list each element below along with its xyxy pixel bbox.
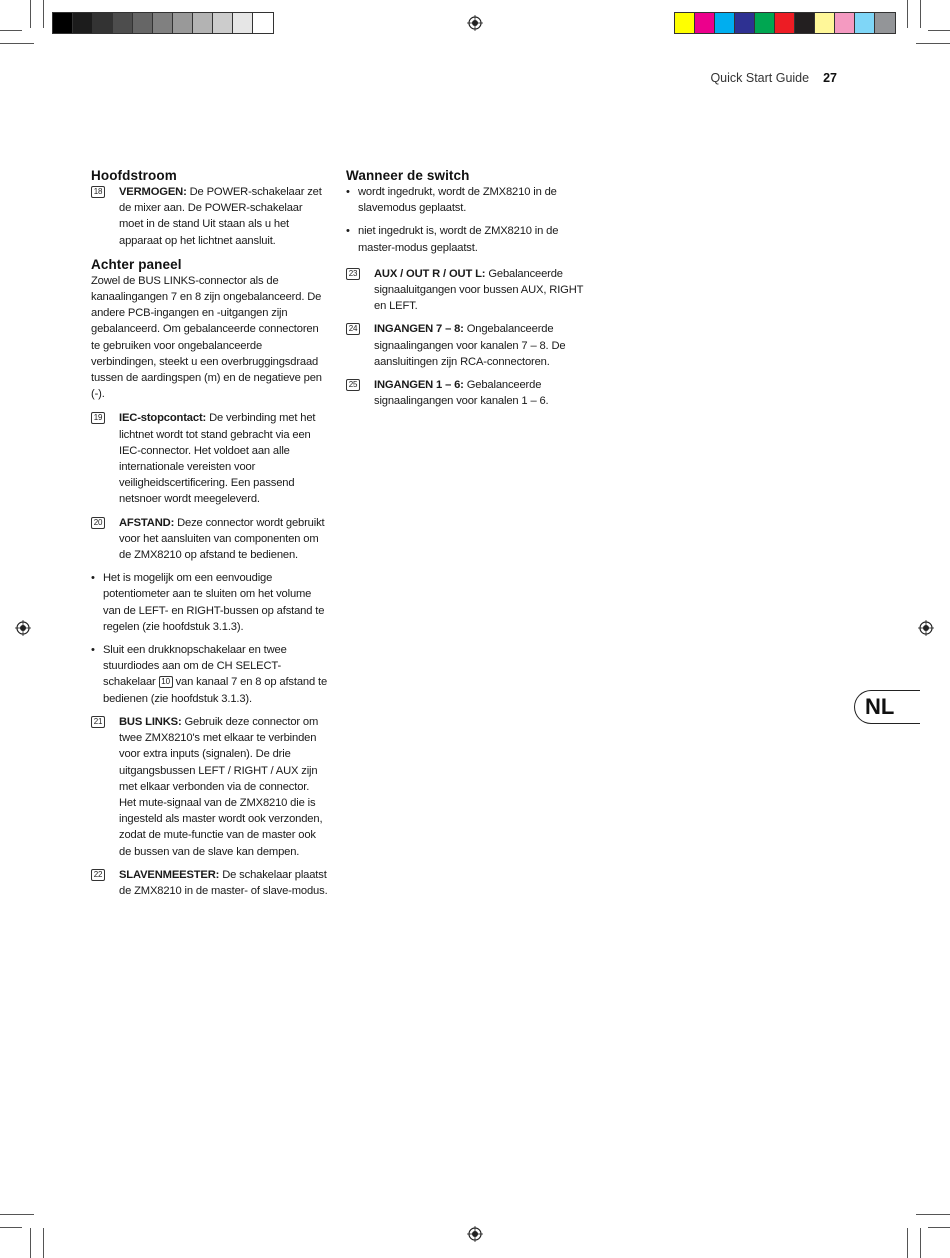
color-swatch bbox=[113, 13, 133, 33]
crop-mark bbox=[43, 1228, 44, 1258]
color-swatch bbox=[695, 13, 715, 33]
item-number-badge: 22 bbox=[91, 869, 105, 881]
item-text: Gebruik deze connector om twee ZMX8210's met elkaar te verbinden voor extra inputs (signalen). De drie uitgangsbussen LEFT / RIGHT / AUX zijn met elkaar verbonden via de connector. Het mute-signaal van de ZMX8210 die is ingesteld als master wordt ook verzonden, zodat de mute-functie van de master ook de bussen van de slave kan dempen. bbox=[119, 715, 323, 858]
item-label: BUS LINKS: bbox=[119, 715, 182, 728]
item-number-badge: 25 bbox=[346, 379, 360, 391]
item-text: De verbinding met het lichtnet wordt tot stand gebracht via een IEC-connector. Het voldoet aan alle internationale vereisten voor veiligheidscertificering. Een passend netsnoer wordt meegeleverd. bbox=[119, 412, 316, 506]
color-swatch bbox=[875, 13, 895, 33]
crop-mark bbox=[920, 1228, 921, 1258]
item-label: AFSTAND: bbox=[119, 516, 175, 529]
item-text: Deze connector wordt gebruikt voor het aansluiten van componenten om de ZMX8210 op afstand te bedienen. bbox=[119, 516, 325, 562]
guide-title: Quick Start Guide bbox=[710, 71, 810, 85]
numbered-item bbox=[91, 714, 329, 860]
color-swatch bbox=[715, 13, 735, 33]
crop-mark bbox=[920, 0, 921, 28]
grayscale-swatch-bar bbox=[52, 12, 274, 34]
item-number-badge: 19 bbox=[91, 412, 105, 424]
color-swatch bbox=[855, 13, 875, 33]
item-text: Gebalanceerde signaaluitgangen voor bussen AUX, RIGHT en LEFT. bbox=[374, 267, 584, 313]
language-tab: NL bbox=[854, 690, 920, 724]
bullet-icon: • bbox=[346, 186, 350, 198]
crop-mark bbox=[0, 1214, 34, 1215]
registration-mark-icon bbox=[467, 1226, 483, 1242]
item-label: INGANGEN 7 – 8: bbox=[374, 323, 464, 336]
section-heading: Hoofdstroom bbox=[91, 168, 177, 183]
color-swatch bbox=[173, 13, 193, 33]
color-swatch bbox=[795, 13, 815, 33]
color-swatch bbox=[835, 13, 855, 33]
crop-mark bbox=[43, 0, 44, 28]
crop-mark bbox=[907, 0, 908, 28]
color-swatch bbox=[755, 13, 775, 33]
numbered-item bbox=[91, 867, 329, 899]
numbered-item bbox=[91, 184, 329, 249]
registration-mark-icon bbox=[918, 620, 934, 636]
color-swatch bbox=[93, 13, 113, 33]
running-head bbox=[710, 71, 837, 85]
crop-mark bbox=[928, 30, 950, 31]
color-swatch bbox=[253, 13, 273, 33]
item-number-badge: 21 bbox=[91, 716, 105, 728]
item-label: VERMOGEN: bbox=[119, 186, 187, 198]
bullet-item bbox=[91, 570, 329, 635]
item-number-badge: 18 bbox=[91, 186, 105, 198]
color-swatch bbox=[675, 13, 695, 33]
crop-mark bbox=[916, 1214, 950, 1215]
item-text: De POWER-schakelaar zet de mixer aan. De POWER-schakelaar moet in de stand Uit staan als u het apparaat op het lichtnet aansluit. bbox=[119, 186, 322, 247]
bullet-text: niet ingedrukt is, wordt de ZMX8210 in de master-modus geplaatst. bbox=[358, 225, 559, 254]
color-swatch bbox=[53, 13, 73, 33]
numbered-item bbox=[346, 266, 591, 315]
page-number: 27 bbox=[823, 71, 837, 85]
bullet-icon: • bbox=[91, 644, 95, 657]
crop-mark bbox=[0, 1227, 22, 1228]
bullet-item bbox=[346, 184, 591, 216]
color-swatch bbox=[153, 13, 173, 33]
crop-mark bbox=[916, 43, 950, 44]
color-swatch bbox=[815, 13, 835, 33]
item-text: De schakelaar plaatst de ZMX8210 in de master- of slave-modus. bbox=[119, 868, 328, 897]
item-text: Ongebalanceerde signaalingangen voor kanalen 7 – 8. De aansluitingen zijn RCA-connectoren. bbox=[374, 323, 566, 368]
item-number-badge: 24 bbox=[346, 323, 360, 335]
crop-mark bbox=[30, 0, 31, 28]
bullet-item bbox=[346, 223, 591, 255]
color-swatch bbox=[233, 13, 253, 33]
color-swatch bbox=[775, 13, 795, 33]
bullet-text: van kanaal 7 en 8 op afstand te bedienen (zie hoofdstuk 3.1.3). bbox=[103, 676, 328, 705]
registration-mark-icon bbox=[467, 15, 483, 31]
item-number-badge: 20 bbox=[91, 517, 105, 529]
body-paragraph: Zowel de BUS LINKS-connector als de kanaalingangen 7 en 8 zijn ongebalanceerd. De andere PCB-ingangen en -uitgangen zijn gebalanceerd. Om gebalanceerde connectoren te gebruiken voor ongebalanceerde verbindingen, steekt u een overbruggingsdraad tussen de aardingspen (m) en de negatieve pen (-). bbox=[91, 274, 322, 401]
item-label: IEC-stopcontact: bbox=[119, 412, 207, 425]
crop-mark bbox=[30, 1228, 31, 1258]
bullet-icon: • bbox=[346, 225, 350, 238]
item-label: SLAVENMEESTER: bbox=[119, 868, 220, 881]
bullet-icon: • bbox=[91, 572, 95, 585]
item-number-badge: 23 bbox=[346, 268, 360, 280]
section-heading: Achter paneel bbox=[91, 256, 182, 272]
item-text: Gebalanceerde signaalingangen voor kanalen 1 – 6. bbox=[374, 379, 549, 408]
numbered-item bbox=[346, 321, 591, 370]
bullet-text: wordt ingedrukt, wordt de ZMX8210 in de slavemodus geplaatst. bbox=[358, 186, 557, 215]
crop-mark bbox=[928, 1227, 950, 1228]
numbered-item bbox=[91, 515, 329, 564]
numbered-item bbox=[346, 377, 591, 409]
color-swatch bbox=[73, 13, 93, 33]
section-heading: Wanneer de switch bbox=[346, 168, 470, 183]
color-swatch-bar bbox=[674, 12, 896, 34]
crop-mark bbox=[907, 1228, 908, 1258]
numbered-item bbox=[91, 410, 329, 507]
bullet-text: Sluit een drukknopschakelaar en twee stuurdiodes aan om de CH SELECT-schakelaar bbox=[103, 644, 287, 689]
item-label: AUX / OUT R / OUT L: bbox=[374, 267, 486, 280]
right-column bbox=[346, 168, 591, 416]
crop-mark bbox=[0, 43, 34, 44]
color-swatch bbox=[213, 13, 233, 33]
color-swatch bbox=[193, 13, 213, 33]
item-label: INGANGEN 1 – 6: bbox=[374, 379, 464, 392]
left-column bbox=[91, 168, 329, 906]
registration-mark-icon bbox=[15, 620, 31, 636]
bullet-text: Het is mogelijk om een eenvoudige potentiometer aan te sluiten om het volume van de LEFT- en RIGHT-bussen op afstand te regelen (zie hoofdstuk 3.1.3). bbox=[103, 572, 325, 633]
crop-mark bbox=[0, 30, 22, 31]
item-reference-badge: 10 bbox=[159, 676, 173, 688]
bullet-item bbox=[91, 642, 329, 707]
color-swatch bbox=[735, 13, 755, 33]
color-swatch bbox=[133, 13, 153, 33]
